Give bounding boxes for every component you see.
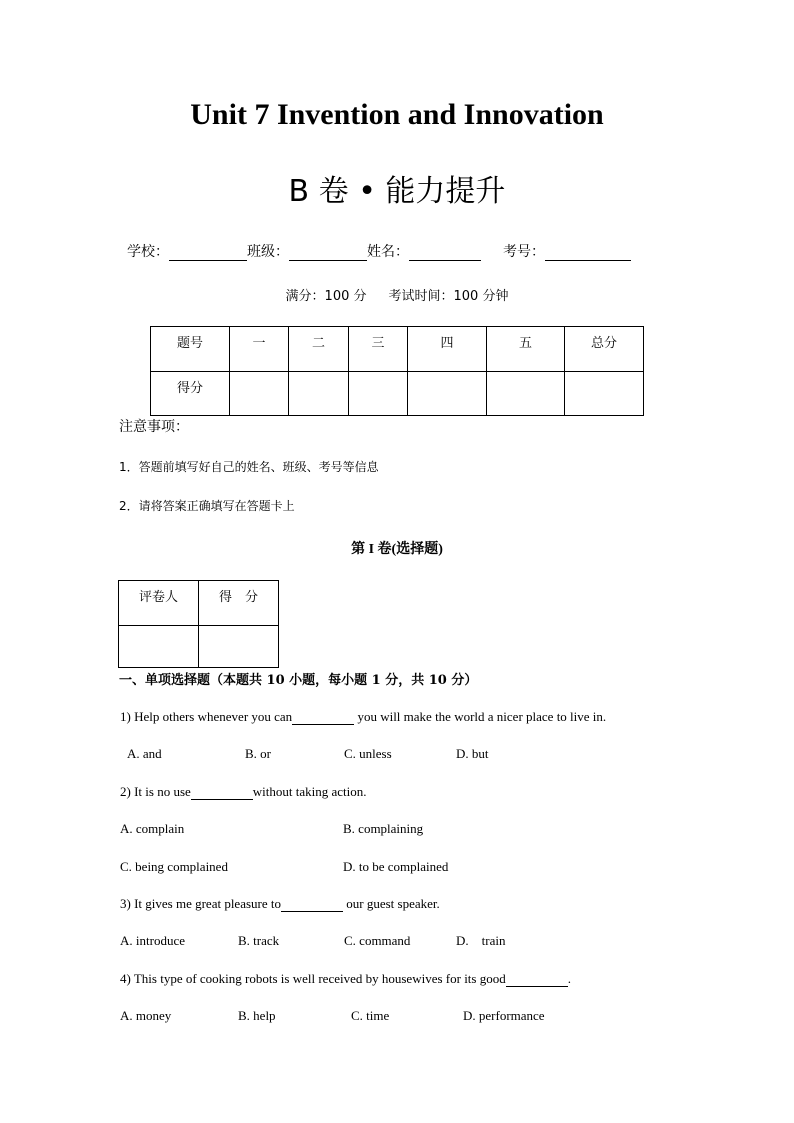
score-cell[interactable]	[408, 372, 487, 416]
answer-blank[interactable]	[281, 898, 343, 912]
option[interactable]: B. help	[238, 1008, 276, 1023]
question-text: 4) This type of cooking robots is well received by housewives for its good	[120, 971, 506, 986]
grader-name-cell[interactable]	[119, 626, 199, 668]
score-cell[interactable]	[349, 372, 408, 416]
note-item: 2．请将答案正确填写在答题卡上	[119, 499, 295, 513]
answer-blank[interactable]	[292, 711, 354, 725]
option[interactable]: D. train	[456, 933, 506, 948]
option[interactable]: B. or	[245, 746, 271, 761]
score-cell[interactable]	[565, 372, 644, 416]
question-2	[120, 784, 367, 800]
option[interactable]: A. introduce	[120, 933, 185, 948]
option[interactable]: B. complaining	[343, 821, 424, 836]
name-label: 姓名：	[367, 244, 409, 260]
question-text: without taking action.	[252, 784, 367, 799]
class-blank[interactable]	[289, 245, 367, 261]
notes-heading: 注意事项：	[119, 419, 189, 435]
option[interactable]: A. and	[127, 746, 162, 761]
option[interactable]: D. performance	[463, 1008, 545, 1023]
school-label: 学校：	[127, 244, 169, 260]
grader-score-label: 得 分	[199, 581, 279, 626]
question-3	[120, 896, 440, 912]
note-item: 1．答题前填写好自己的姓名、班级、考号等信息	[119, 460, 379, 474]
score-cell[interactable]	[289, 372, 349, 416]
question-text: you will make the world a nicer place to live in.	[354, 709, 607, 724]
grader-label: 评卷人	[119, 581, 199, 626]
question-text: 2) It is no use	[120, 784, 191, 799]
option[interactable]: C. time	[351, 1008, 390, 1023]
option[interactable]: D. to be complained	[343, 859, 449, 874]
question-text: our guest speaker.	[343, 896, 440, 911]
option[interactable]: A. money	[120, 1008, 172, 1023]
score-table-score-row	[151, 372, 644, 416]
table-header-cell: 二	[289, 327, 349, 372]
page-title: Unit 7 Invention and Innovation	[190, 98, 604, 131]
score-table-header-row	[151, 327, 644, 372]
question-1	[120, 709, 606, 725]
table-header-cell: 四	[408, 327, 487, 372]
option[interactable]: D. but	[456, 746, 489, 761]
score-cell[interactable]	[487, 372, 565, 416]
name-blank[interactable]	[409, 245, 481, 261]
option[interactable]: A. complain	[120, 821, 185, 836]
class-label: 班级：	[247, 244, 289, 260]
student-info-line	[127, 241, 631, 261]
answer-blank[interactable]	[191, 786, 253, 800]
grader-score-cell[interactable]	[199, 626, 279, 668]
exam-no-blank[interactable]	[545, 245, 631, 261]
exam-time: 考试时间：100 分钟	[388, 289, 509, 304]
question-text: 3) It gives me great pleasure to	[120, 896, 281, 911]
option[interactable]: B. track	[238, 933, 280, 948]
question-4	[120, 971, 571, 987]
score-row-label: 得分	[151, 372, 230, 416]
part1-heading: 一、单项选择题（本题共 10 小题，每小题 1 分，共 10 分）	[119, 673, 478, 688]
table-header-cell: 五	[487, 327, 565, 372]
table-header-cell: 三	[349, 327, 408, 372]
question-text: 1) Help others whenever you can	[120, 709, 293, 724]
full-score: 满分：100 分	[285, 289, 367, 304]
option[interactable]: C. being complained	[120, 859, 228, 874]
answer-blank[interactable]	[506, 973, 568, 987]
grader-table	[118, 580, 279, 668]
option[interactable]: C. unless	[344, 746, 392, 761]
score-table	[150, 326, 644, 416]
section-title: 第 I 卷(选择题)	[351, 542, 443, 557]
page-subtitle: B 卷 • 能力提升	[288, 174, 506, 209]
table-header-cell: 一	[230, 327, 289, 372]
exam-meta	[0, 285, 794, 304]
exam-no-label: 考号：	[503, 244, 545, 260]
score-cell[interactable]	[230, 372, 289, 416]
school-blank[interactable]	[169, 245, 247, 261]
question-text: .	[567, 971, 571, 986]
table-header-cell: 题号	[151, 327, 230, 372]
option[interactable]: C. command	[344, 933, 411, 948]
table-header-cell: 总分	[565, 327, 644, 372]
